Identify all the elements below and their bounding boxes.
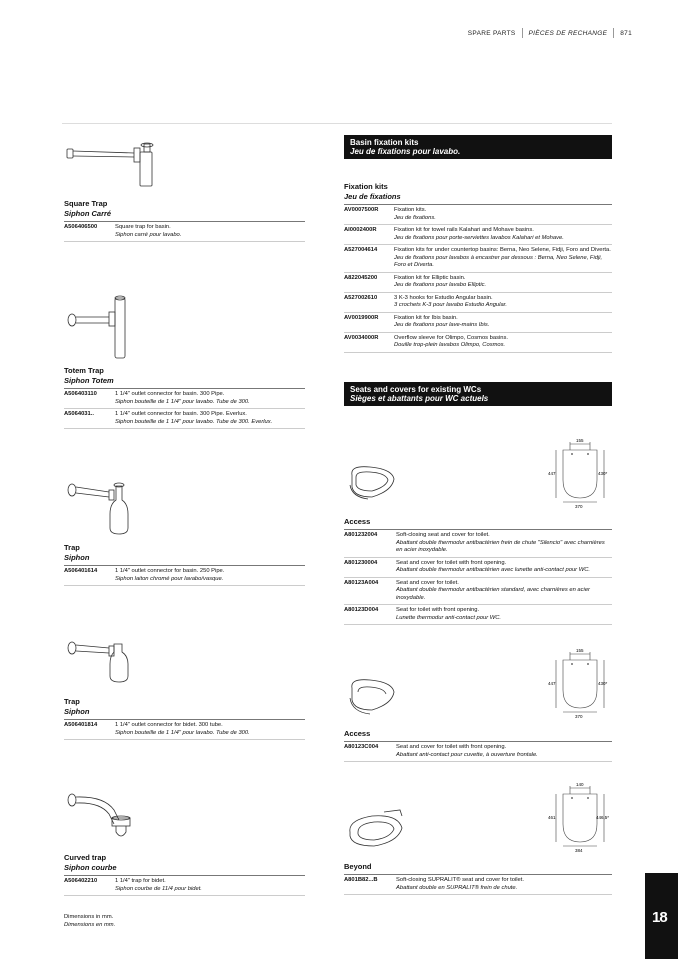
part-description: Fixation kit for Elliptic basin. Jeu de fixations pour lavabo Elliptic. xyxy=(394,274,487,288)
header-section-fr: PIÈCES DE RECHANGE xyxy=(528,29,608,37)
table-row xyxy=(64,720,305,740)
product-title: Curved trap xyxy=(64,853,107,862)
part-description: 1 1/4" outlet connector for basin. 300 Pipe. Everlux. Siphon bouteille de 1 1/4" pour lavabo. Tube de 300. Everlux. xyxy=(115,411,273,425)
page-header xyxy=(468,28,632,38)
section-title-fr: Sièges et abattants pour WC actuels xyxy=(350,394,489,403)
dim-left: 447 xyxy=(548,681,556,686)
section-title-en: Basin fixation kits xyxy=(350,138,419,147)
part-description: Fixation kit for towel rails Kalahari and Mohave basins. Jeu de fixations pour porte-serviettes lavabos Kalahari et Mohave. xyxy=(394,227,564,241)
table-row xyxy=(344,558,612,578)
totem-trap-icon xyxy=(64,294,134,360)
part-description: Square trap for basin. Siphon carré pour lavabo. xyxy=(115,224,182,238)
beyond-group xyxy=(344,862,612,895)
seat-dimension-drawing xyxy=(548,782,612,854)
footer-note xyxy=(64,913,115,929)
part-description: Seat and cover for toilet with front opening. Abattant anti-contact pour cuvette, à ouverture frontale. xyxy=(396,744,538,758)
part-code: A80123A004 xyxy=(344,579,379,586)
chapter-number: 18 xyxy=(652,909,667,926)
part-description: Soft-closing SUPRALIT® seat and cover for toilet. Abattant double en SUPRALIT® frein de chute. xyxy=(396,877,524,891)
page-number: 871 xyxy=(620,29,632,37)
fixation-rows xyxy=(344,205,612,353)
dim-bottom: 384 xyxy=(575,848,583,853)
table-row xyxy=(64,566,305,586)
part-code: AI0002400R xyxy=(344,227,377,233)
section-title-fr: Jeu de fixations pour lavabo. xyxy=(350,147,461,156)
part-code: A801B82...B xyxy=(344,877,378,883)
part-code: AV0019900R xyxy=(344,314,379,321)
product-title: Access xyxy=(344,729,371,738)
part-description: Seat and cover for toilet. Abattant double thermodur antibactérien standard, avec charnières en acier inoxydable. xyxy=(396,579,590,601)
part-description: Fixation kits for under countertop basins: Berna, Neo Selene, Fidji, Foro and Diverta. Jeu de fixations pour lavabos à encastrer par dessous : Berna, Neo Selene, Fidji, Foro et Diverta. xyxy=(394,247,611,268)
part-code: A506402210 xyxy=(64,878,98,884)
curved-trap-icon xyxy=(64,790,140,842)
part-code: A506403110 xyxy=(64,391,97,397)
part-description: Soft-closing seat and cover for toilet. Abattant double thermodur antibactérien frein de chute "Silencio" avec charnières en acier inoxydable. xyxy=(396,532,605,553)
part-code: AV0007500R xyxy=(344,207,379,213)
table-row xyxy=(344,530,612,558)
part-description: 1 1/4" outlet connector for basin. 250 Pipe. Siphon laiton chromé pour lavabo/vasque. xyxy=(115,568,225,582)
fixation-kits-group xyxy=(344,182,612,353)
product-subtitle: Jeu de fixations xyxy=(344,192,401,201)
trap-group-1 xyxy=(64,543,305,586)
dim-right: 446,5* xyxy=(596,815,610,820)
dim-top: 155 xyxy=(576,648,584,653)
header-section-en: SPARE PARTS xyxy=(467,29,516,37)
product-title: Trap xyxy=(64,697,80,706)
dim-top: 155 xyxy=(576,438,584,443)
table-row xyxy=(344,225,612,245)
table-row xyxy=(64,222,305,242)
product-subtitle: Siphon xyxy=(64,553,90,562)
totem-trap-group xyxy=(64,366,305,429)
table-row xyxy=(344,293,612,313)
footer-fr: Dimensions en mm. xyxy=(64,922,116,928)
product-subtitle: Siphon Totem xyxy=(64,376,114,385)
part-code: AV0034000R xyxy=(344,334,379,341)
dim-bottom: 370 xyxy=(575,504,583,508)
toilet-seat-front-opening-icon xyxy=(346,676,398,718)
table-row xyxy=(344,578,612,606)
part-description: 1 1/4" outlet connector for bidet. 300 tube. Siphon bouteille de 1 1/4" pour lavabo. Tube de 300. xyxy=(115,722,250,736)
part-code: A506401814 xyxy=(64,722,98,728)
table-row xyxy=(344,205,612,225)
chapter-tab xyxy=(645,873,678,959)
part-description: Overflow sleeve for Olimpo, Cosmos basins. Douille trop-plein lavabos Olimpo, Cosmos. xyxy=(394,334,509,348)
part-description: 1 1/4" trap for bidet. Siphon courbe de 11/4 pour bidet. xyxy=(115,878,202,892)
header-separator xyxy=(522,28,523,38)
part-description: Fixation kits. Jeu de fixations. xyxy=(394,207,436,221)
product-title: Square Trap xyxy=(64,199,108,208)
seat-dimension-drawing xyxy=(548,438,612,508)
dim-top: 140 xyxy=(576,782,584,787)
product-subtitle: Siphon Carré xyxy=(64,209,112,218)
product-subtitle: Siphon courbe xyxy=(64,863,117,872)
square-trap-group xyxy=(64,199,305,242)
part-code: A527004614 xyxy=(344,247,378,253)
part-description: 1 1/4" outlet connector for basin. 300 Pipe. Siphon bouteille de 1 1/4" pour lavabo. Tube de 300. xyxy=(115,391,250,405)
toilet-seat-icon xyxy=(346,463,398,503)
product-title: Totem Trap xyxy=(64,366,104,375)
product-title: Trap xyxy=(64,543,80,552)
part-code: A506406500 xyxy=(64,224,98,230)
product-title: Beyond xyxy=(344,862,372,871)
dim-right: 430* xyxy=(598,681,608,686)
table-row xyxy=(344,313,612,333)
seats-section-header xyxy=(344,382,612,406)
table-row xyxy=(344,245,612,273)
product-title: Access xyxy=(344,517,371,526)
part-code: A80123D004 xyxy=(344,607,379,613)
bottle-trap-icon xyxy=(64,480,134,540)
table-row xyxy=(344,875,612,895)
dim-bottom: 370 xyxy=(575,714,583,718)
footer-en: Dimensions in mm. xyxy=(64,914,114,920)
part-description: 3 K-3 hooks for Estudio Angular basin. 3 crochets K-3 pour lavabo Estudio Angular. xyxy=(394,294,507,308)
seat-dimension-drawing xyxy=(548,648,612,718)
part-code: A822045200 xyxy=(344,274,378,281)
top-divider xyxy=(62,123,612,124)
beyond-rows xyxy=(344,875,612,895)
part-code: A5064031.. xyxy=(64,411,94,417)
product-subtitle: Siphon xyxy=(64,707,90,716)
part-description: Seat for toilet with front opening. Lunette thermodur anti-contact pour WC. xyxy=(396,607,502,621)
beyond-seat-icon xyxy=(344,806,406,850)
header-separator xyxy=(613,28,614,38)
basin-fixation-section-header xyxy=(344,135,612,159)
table-row xyxy=(64,409,305,429)
access-rows xyxy=(344,530,612,625)
part-code: A506401614 xyxy=(64,568,98,574)
table-row xyxy=(344,605,612,625)
access-group-2 xyxy=(344,729,612,762)
dim-left: 461 xyxy=(548,815,556,820)
part-code: A801230004 xyxy=(344,559,378,566)
part-description: Fixation kit for Ibis basin. Jeu de fixations pour lave-mains Ibis. xyxy=(394,314,490,328)
part-description: Seat and cover for toilet with front opening. Abattant double thermodur antibactérien avec lunette anti-contact pour WC. xyxy=(396,559,590,573)
table-row xyxy=(344,273,612,293)
section-title-en: Seats and covers for existing WCs xyxy=(350,385,482,394)
table-row xyxy=(344,742,612,762)
trap-group-2 xyxy=(64,697,305,740)
part-code: A801232004 xyxy=(344,532,378,538)
table-row xyxy=(64,876,305,896)
curved-trap-group xyxy=(64,853,305,896)
square-trap-icon xyxy=(64,142,174,190)
access-group-1 xyxy=(344,517,612,625)
dim-left: 447 xyxy=(548,471,556,476)
part-code: A80123C004 xyxy=(344,744,379,750)
bidet-trap-icon xyxy=(64,640,134,688)
access-rows xyxy=(344,742,612,762)
table-row xyxy=(344,333,612,353)
table-row xyxy=(64,389,305,409)
dim-right: 430* xyxy=(598,471,608,476)
product-title: Fixation kits xyxy=(344,182,388,191)
part-code: A527002610 xyxy=(344,294,378,301)
